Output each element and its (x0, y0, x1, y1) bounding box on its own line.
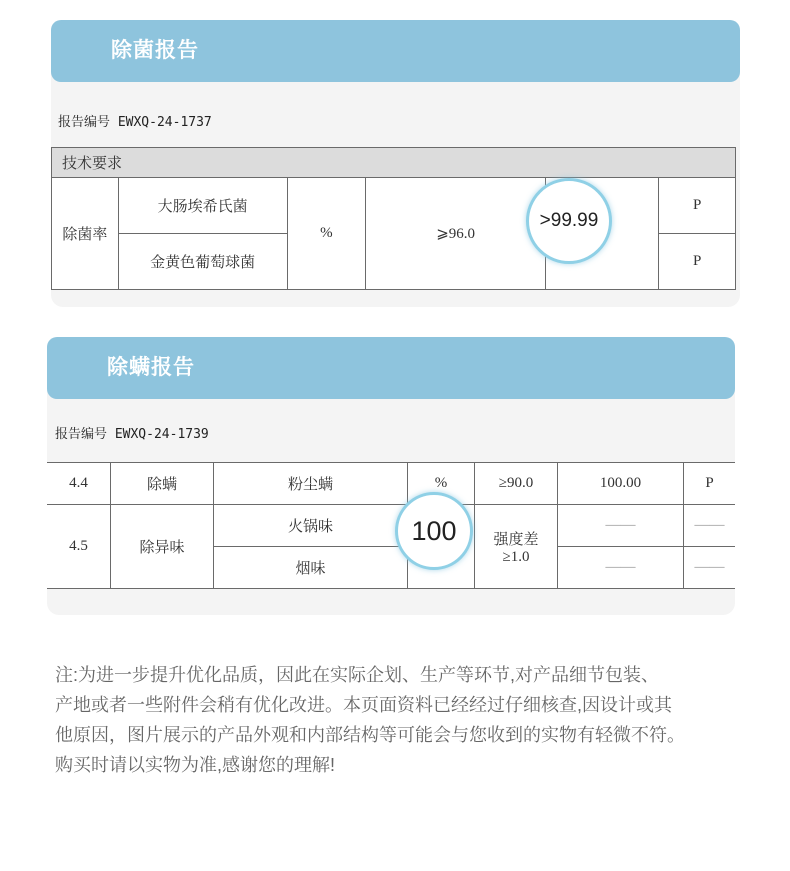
requirement-cell (475, 505, 558, 589)
requirement-line-1: 强度差 (493, 531, 539, 548)
result-cell: —— (684, 505, 736, 547)
value-cell: 100.00 (558, 463, 684, 505)
table-row (52, 178, 736, 234)
mite-report-card (47, 337, 735, 615)
requirement-cell: ⩾96.0 (366, 178, 546, 290)
no-cell: 4.5 (47, 505, 111, 589)
table-row (47, 463, 735, 505)
requirement-line-2: ≥1.0 (502, 548, 530, 565)
detail-cell: 火锅味 (214, 505, 408, 547)
result-cell: P (684, 463, 736, 505)
value-cell: —— (558, 547, 684, 589)
bacteria-report-title: 除菌报告 (111, 39, 199, 62)
strain-cell: 金黄色葡萄球菌 (118, 234, 287, 290)
result-cell: P (659, 178, 736, 234)
highlight-value-badge: 100 (395, 492, 473, 570)
value-cell: —— (558, 505, 684, 547)
item-cell: 除异味 (111, 505, 214, 589)
bacteria-report-header (51, 20, 740, 82)
table-header: 技术要求 (52, 148, 736, 178)
note-line: 注:为进一步提升优化品质，因此在实际企划、生产等环节,对产品细节包装、 (55, 665, 659, 685)
note-line: 产地或者一些附件会稍有优化改进。本页面资料已经经过仔细核查,因设计或其 (55, 695, 672, 715)
mite-report-title: 除螨报告 (107, 356, 195, 379)
bacteria-report-card (51, 20, 740, 307)
result-cell: P (659, 234, 736, 290)
bacteria-report-table (51, 147, 736, 290)
detail-cell: 烟味 (214, 547, 408, 589)
requirement-cell: ≥90.0 (475, 463, 558, 505)
note-line: 购买时请以实物为准,感谢您的理解! (55, 755, 336, 775)
unit-cell: % (287, 178, 366, 290)
mite-report-table (47, 462, 735, 589)
highlight-value-badge: >99.99 (526, 178, 612, 264)
bacteria-report-number: 报告编号 EWXQ-24-1737 (58, 115, 212, 130)
note-line: 他原因，图片展示的产品外观和内部结构等可能会与您收到的实物有轻微不符。 (55, 725, 685, 745)
table-row (47, 505, 735, 547)
category-cell: 除菌率 (52, 178, 119, 290)
mite-report-number: 报告编号 EWXQ-24-1739 (55, 427, 209, 442)
mite-report-header (47, 337, 735, 399)
detail-cell: 粉尘螨 (214, 463, 408, 505)
unit-cell: % (408, 463, 475, 505)
strain-cell: 大肠埃希氏菌 (118, 178, 287, 234)
result-cell: —— (684, 547, 736, 589)
item-cell: 除螨 (111, 463, 214, 505)
no-cell: 4.4 (47, 463, 111, 505)
disclaimer-note (55, 660, 755, 780)
